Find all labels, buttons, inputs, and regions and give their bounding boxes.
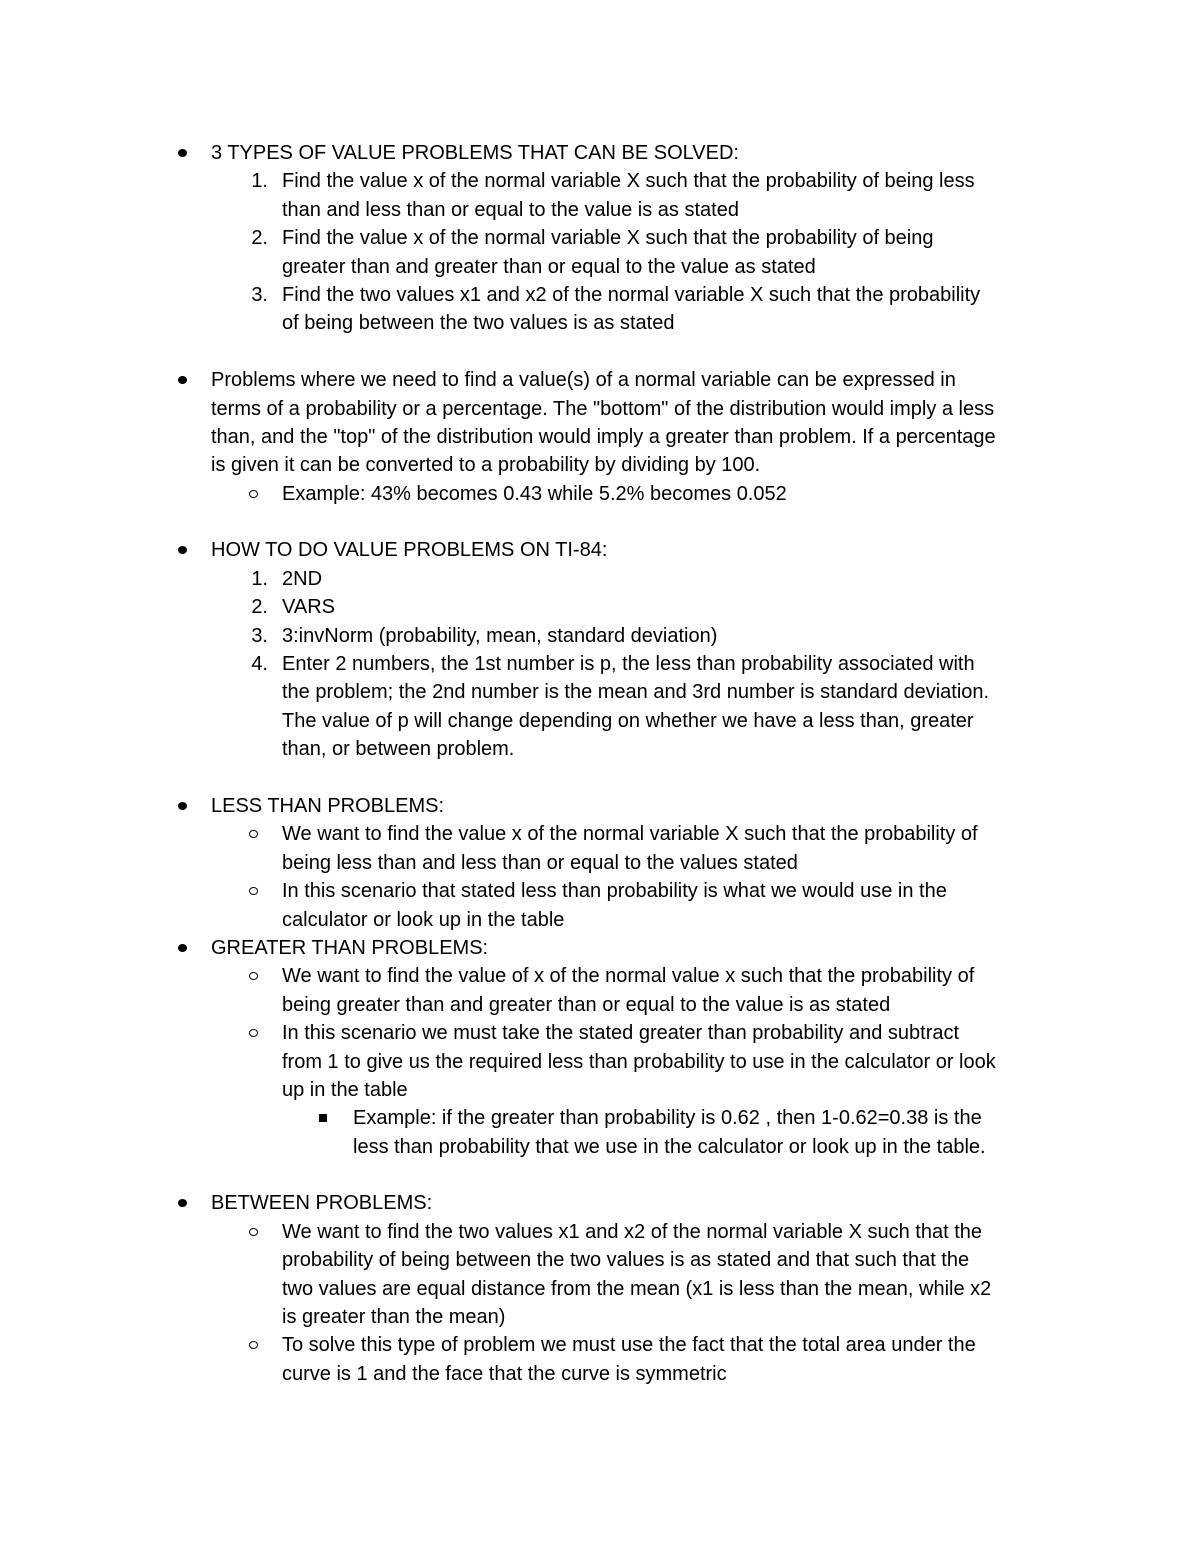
bullet-heading-value-problem-types bbox=[0, 139, 1200, 167]
heading-text: BETWEEN PROBLEMS: bbox=[211, 1192, 433, 1215]
bullet-heading-less-than bbox=[0, 792, 1200, 820]
bullet-marker bbox=[178, 944, 187, 952]
sub-bullet-continuation bbox=[0, 1048, 1200, 1076]
blank-line bbox=[0, 508, 1200, 536]
heading-text: LESS THAN PROBLEMS: bbox=[211, 794, 445, 817]
item-text: up in the table bbox=[282, 1078, 408, 1101]
item-text: calculator or look up in the table bbox=[282, 908, 565, 931]
sub-sub-bullet-item bbox=[0, 1104, 1200, 1132]
item-text: being greater than and greater than or equal to the value is as stated bbox=[282, 993, 891, 1016]
item-text: We want to find the value of x of the normal value x such that the probability of bbox=[282, 965, 975, 988]
sub-bullet-item bbox=[0, 480, 1200, 508]
sub-bullet-continuation bbox=[0, 991, 1200, 1019]
item-text: less than probability that we use in the calculator or look up in the table. bbox=[353, 1135, 986, 1158]
item-text: the problem; the 2nd number is the mean and 3rd number is standard deviation. bbox=[282, 681, 990, 704]
sub-bullet-continuation bbox=[0, 1303, 1200, 1331]
item-text: We want to find the value x of the normal variable X such that the probability of bbox=[282, 823, 978, 846]
sub-bullet-continuation bbox=[0, 1246, 1200, 1274]
sub-bullet-continuation bbox=[0, 849, 1200, 877]
numbered-item bbox=[0, 167, 1200, 195]
numbered-item bbox=[0, 565, 1200, 593]
item-number: 3. bbox=[251, 624, 268, 647]
numbered-item bbox=[0, 224, 1200, 252]
circle-bullet-marker bbox=[249, 830, 258, 838]
item-text: greater than and greater than or equal to the value as stated bbox=[282, 255, 816, 278]
numbered-item-continuation bbox=[0, 196, 1200, 224]
paragraph-continuation bbox=[0, 451, 1200, 479]
numbered-item-continuation bbox=[0, 253, 1200, 281]
item-text: In this scenario that stated less than probability is what we would use in the bbox=[282, 880, 947, 903]
numbered-item bbox=[0, 650, 1200, 678]
bullet-paragraph-value-problems bbox=[0, 366, 1200, 394]
sub-bullet-item bbox=[0, 877, 1200, 905]
circle-bullet-marker bbox=[249, 972, 258, 980]
numbered-item bbox=[0, 281, 1200, 309]
item-text: Example: 43% becomes 0.43 while 5.2% becomes 0.052 bbox=[282, 482, 787, 505]
circle-bullet-marker bbox=[249, 1228, 258, 1236]
circle-bullet-marker bbox=[249, 1029, 258, 1037]
bullet-marker bbox=[178, 1199, 187, 1207]
sub-bullet-item bbox=[0, 962, 1200, 990]
item-text: curve is 1 and the face that the curve is symmetric bbox=[282, 1362, 727, 1385]
item-number: 2. bbox=[251, 227, 268, 250]
item-text: than and less than or equal to the value is as stated bbox=[282, 198, 739, 221]
item-text: two values are equal distance from the mean (x1 is less than the mean, while x2 bbox=[282, 1277, 992, 1300]
circle-bullet-marker bbox=[249, 490, 258, 498]
item-text: Find the two values x1 and x2 of the normal variable X such that the probability bbox=[282, 283, 981, 306]
item-text: In this scenario we must take the stated greater than probability and subtract bbox=[282, 1022, 960, 1045]
circle-bullet-marker bbox=[249, 1341, 258, 1349]
paragraph-continuation bbox=[0, 423, 1200, 451]
item-text: from 1 to give us the required less than probability to use in the calculator or look bbox=[282, 1050, 996, 1073]
item-number: 2. bbox=[251, 596, 268, 619]
item-text: Example: if the greater than probability is 0.62 , then 1-0.62=0.38 is the bbox=[353, 1107, 982, 1130]
sub-bullet-continuation bbox=[0, 1360, 1200, 1388]
heading-text: 3 TYPES OF VALUE PROBLEMS THAT CAN BE SOLVED: bbox=[211, 142, 739, 164]
sub-bullet-item bbox=[0, 1218, 1200, 1246]
heading-text: GREATER THAN PROBLEMS: bbox=[211, 936, 489, 959]
bullet-marker bbox=[178, 546, 187, 554]
blank-line bbox=[0, 338, 1200, 366]
sub-bullet-continuation bbox=[0, 1076, 1200, 1104]
square-bullet-marker bbox=[319, 1114, 327, 1122]
item-text: Find the value x of the normal variable X such that the probability of being less bbox=[282, 170, 975, 193]
paragraph-text: is given it can be converted to a probability by dividing by 100. bbox=[211, 454, 761, 477]
item-text: Enter 2 numbers, the 1st number is p, the less than probability associated with bbox=[282, 653, 975, 676]
item-text: We want to find the two values x1 and x2 of the normal variable X such that the bbox=[282, 1220, 983, 1243]
blank-line bbox=[0, 1161, 1200, 1189]
item-number: 1. bbox=[251, 567, 268, 590]
sub-bullet-item bbox=[0, 820, 1200, 848]
bullet-heading-greater-than bbox=[0, 934, 1200, 962]
item-text: of being between the two values is as stated bbox=[282, 312, 675, 335]
numbered-item-continuation bbox=[0, 678, 1200, 706]
paragraph-continuation bbox=[0, 395, 1200, 423]
item-text: The value of p will change depending on whether we have a less than, greater bbox=[282, 709, 974, 732]
sub-bullet-continuation bbox=[0, 906, 1200, 934]
item-text: being less than and less than or equal to the values stated bbox=[282, 851, 798, 874]
bullet-marker bbox=[178, 802, 187, 810]
item-text: is greater than the mean) bbox=[282, 1306, 506, 1329]
sub-bullet-item bbox=[0, 1331, 1200, 1359]
numbered-item-continuation bbox=[0, 735, 1200, 763]
paragraph-text: Problems where we need to find a value(s) of a normal variable can be expressed in bbox=[211, 369, 956, 392]
item-text: probability of being between the two values is as stated and that such that the bbox=[282, 1249, 970, 1272]
paragraph-text: than, and the "top" of the distribution would imply a greater than problem. If a percentage bbox=[211, 425, 996, 448]
bullet-marker bbox=[178, 376, 187, 384]
numbered-item bbox=[0, 622, 1200, 650]
item-text: Find the value x of the normal variable X such that the probability of being bbox=[282, 227, 934, 250]
numbered-item-continuation bbox=[0, 707, 1200, 735]
sub-sub-bullet-continuation bbox=[0, 1133, 1200, 1161]
circle-bullet-marker bbox=[249, 887, 258, 895]
sub-bullet-continuation bbox=[0, 1275, 1200, 1303]
bullet-heading-between bbox=[0, 1189, 1200, 1217]
item-number: 1. bbox=[251, 170, 268, 193]
numbered-item-continuation bbox=[0, 309, 1200, 337]
item-text: 2ND bbox=[282, 567, 323, 590]
bullet-marker bbox=[178, 149, 187, 157]
sub-bullet-item bbox=[0, 1019, 1200, 1047]
numbered-item bbox=[0, 593, 1200, 621]
item-text: than, or between problem. bbox=[282, 738, 515, 761]
item-number: 3. bbox=[251, 283, 268, 306]
paragraph-text: terms of a probability or a percentage. The "bottom" of the distribution would imply a less bbox=[211, 397, 995, 420]
bullet-heading-ti84 bbox=[0, 536, 1200, 564]
blank-line bbox=[0, 764, 1200, 792]
item-text: VARS bbox=[282, 596, 335, 619]
item-number: 4. bbox=[251, 653, 268, 676]
heading-text: HOW TO DO VALUE PROBLEMS ON TI-84: bbox=[211, 539, 608, 562]
item-text: 3:invNorm (probability, mean, standard deviation) bbox=[282, 624, 718, 647]
item-text: To solve this type of problem we must use the fact that the total area under the bbox=[282, 1334, 976, 1357]
notes-body bbox=[0, 139, 1200, 1388]
